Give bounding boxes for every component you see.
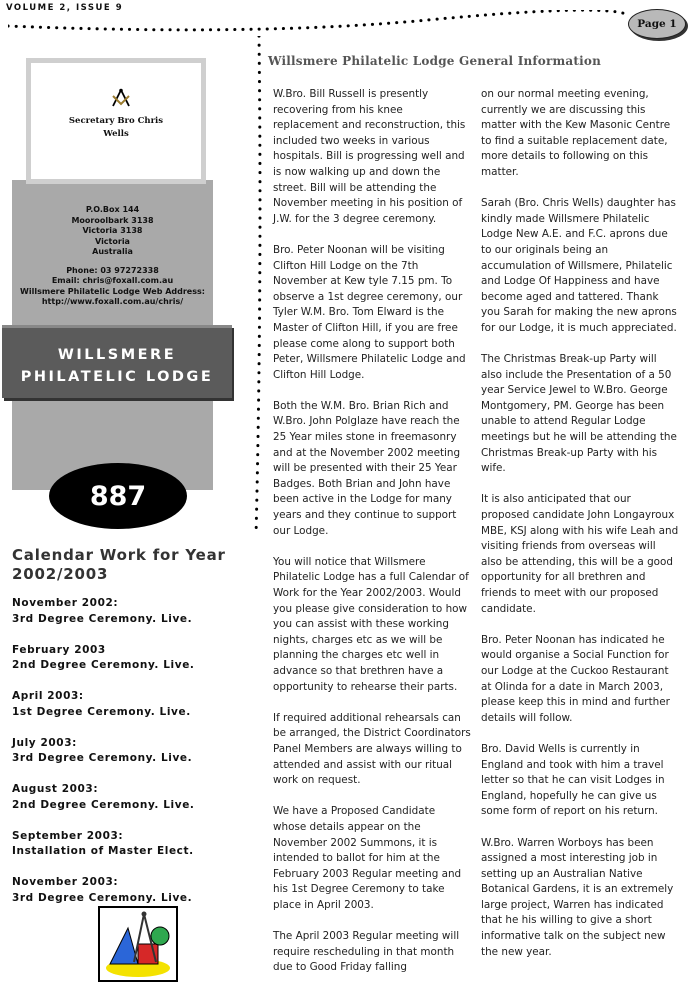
web-address-link[interactable]: http://www.foxall.com.au/chris/ <box>41 297 184 306</box>
lodge-name-line: WILLSMERE <box>57 347 177 363</box>
page-number-badge: Page 1 <box>628 9 686 39</box>
article-paragraph: Bro. Peter Noonan has indicated he would organise a Social Function for our Lodge at the Cuckoo Restaurant at Olinda for a date in March 2003, please keep this in mind and further details will follow. <box>481 633 670 724</box>
secretary-name <box>31 115 201 141</box>
calendar-item <box>12 875 252 906</box>
article-paragraph: Both the W.M. Bro. Brian Rich and W.Bro. John Polglaze have reach the 25 Year miles stone in freemasonry and at the November 2002 meeting will be presented with their 25 Year Badges. Both Brian and John have been active in the Lodge for many years and they continue to support our Lodge. <box>273 399 461 537</box>
calendar-item <box>12 643 252 674</box>
dotted-divider-top <box>8 10 626 52</box>
volume-issue: VOLUME 2, ISSUE 9 <box>6 3 124 13</box>
calendar-date: September 2003: <box>12 829 124 842</box>
article-paragraph: If required additional rehearsals can be arranged, the District Coordinators Panel Members are always willing to attended and assist with our ritual work on request. <box>273 711 471 787</box>
article-paragraph: Bro. Peter Noonan will be visiting Clifton Hill Lodge on the 7th November at Kew tyle 7.15 pm. To observe a 1st degree ceremony, our Tyler W.M. Bro. Tom Elward is the Master of Clifton Hill, if you are free please come along to support both Peter, Willsmere Philatelic Lodge and Clifton Hill Lodge. <box>273 243 466 381</box>
calendar-work: 1st Degree Ceremony. Live. <box>12 705 191 718</box>
calendar-work: 3rd Degree Ceremony. Live. <box>12 891 193 904</box>
secretary-line: Wells <box>103 129 129 139</box>
calendar-item <box>12 596 252 627</box>
calendar-work: Installation of Master Elect. <box>12 845 194 857</box>
calendar-item <box>12 782 252 813</box>
square-compass-icon <box>110 88 132 110</box>
calendar-item <box>12 736 252 767</box>
calendar-title <box>12 546 252 584</box>
calendar-work: 3rd Degree Ceremony. Live. <box>12 752 193 764</box>
article-paragraph: Bro. David Wells is currently in England and took with him a travel letter so that he can visit Lodges in England, hopefully he can give us some form of report on his return. <box>481 742 665 818</box>
article-paragraph: on our normal meeting evening, currently we are discussing this matter with the Kew Masonic Centre to find a suitable replacement date, more details to following on this matter. <box>481 88 671 178</box>
secretary-line: Secretary Bro Chris <box>68 116 164 126</box>
calendar-date: August 2003: <box>12 783 99 795</box>
calendar-list <box>12 596 252 922</box>
lodge-name-banner <box>2 325 232 398</box>
calendar-title-line: Calendar Work for Year <box>12 546 226 564</box>
calendar-work: 2nd Degree Ceremony. Live. <box>12 798 195 811</box>
address-line: P.O.Box 144 <box>85 205 140 214</box>
lodge-number-badge: 887 <box>49 463 187 529</box>
lodge-name-line: PHILATELIC LODGE <box>20 369 214 385</box>
secretary-box <box>26 58 206 184</box>
article-paragraph: We have a Proposed Candidate whose details appear on the November 2002 Summons, it is intended to ballot for him at the February 2003 Regular meeting and his 1st Degree Ceremony to take place in April 2003. <box>273 805 462 911</box>
calendar-date: April 2003: <box>12 690 84 702</box>
calendar-date: February 2003 <box>12 643 106 656</box>
article-paragraph: You will notice that Willsmere Philatelic Lodge has a full Calendar of Work for the Year 2002/2003. Would you please give consideration to how you can assist with these working nights, charges etc as we will be planning the charges etc well in advance so that brethren have a opportunity to rehearse their parts. <box>273 555 469 693</box>
calendar-work: 3rd Degree Ceremony. Live. <box>12 612 193 625</box>
calendar-title-line: 2002/2003 <box>12 565 109 583</box>
calendar-date: November 2003: <box>12 876 119 888</box>
dotted-divider-vertical <box>254 36 264 536</box>
contact-details <box>12 205 213 308</box>
article-paragraph: W.Bro. Bill Russell is presently recovering from his knee replacement and reconstruction, this included two weeks in various hospitals. Bill is progressing well and is now walking up and down the street. Bill will be attending the November meeting in his position of J.W. for the 3 degree ceremony. <box>273 88 466 225</box>
calendar-item <box>12 829 252 860</box>
address-line: Victoria <box>95 236 130 246</box>
calendar-item <box>12 689 252 720</box>
article-paragraph: W.Bro. Warren Worboys has been assigned a most interesting job in setting up an Australian Native Botanical Gardens, it is an extremely large project, Warren has indicated that he his willing to give a short informative talk on the subject new the new year. <box>481 836 674 958</box>
geometry-tools-clipart-icon <box>98 906 178 982</box>
article-column-1 <box>273 87 471 991</box>
article-paragraph: The April 2003 Regular meeting will require rescheduling in that month due to Good Friday falling <box>273 930 460 974</box>
address-line: Victoria 3138 <box>82 226 143 235</box>
article-paragraph: Sarah (Bro. Chris Wells) daughter has kindly made Willsmere Philatelic Lodge New A.E. and F.C. aprons due to our originals being an accumulation of Willsmere, Philatelic and Lodge Of Happiness and have become aged and tattered. Thank you Sarah for making the new aprons for our Lodge, it is much appreciated. <box>481 197 677 334</box>
article-paragraph: It is also anticipated that our proposed candidate John Longayroux MBE, KSJ along with his wife Leah and visiting friends from overseas will also be attending, this will be a good opportunity for all brethren and friends to meet with our proposed candidate. <box>481 493 679 615</box>
article-paragraph: The Christmas Break-up Party will also include the Presentation of a 50 year Service Jewel to W.Bro. George Montgomery, PM. George has been unable to attend Regular Lodge meetings but he will be attending the Christmas Break-up Party with his wife. <box>481 353 677 475</box>
phone: Phone: 03 97272338 <box>66 265 159 275</box>
calendar-work: 2nd Degree Ceremony. Live. <box>12 659 195 671</box>
email-link[interactable]: Email: chris@foxall.com.au <box>51 276 174 285</box>
web-address-label: Willsmere Philatelic Lodge Web Address: <box>20 286 205 296</box>
article-column-2 <box>481 87 679 976</box>
calendar-date: November 2002: <box>12 597 119 609</box>
calendar-date: July 2003: <box>12 736 77 749</box>
article-title: Willsmere Philatelic Lodge General Information <box>268 54 602 68</box>
address-line: Australia <box>92 247 133 256</box>
address-line: Mooroolbark 3138 <box>71 215 154 225</box>
